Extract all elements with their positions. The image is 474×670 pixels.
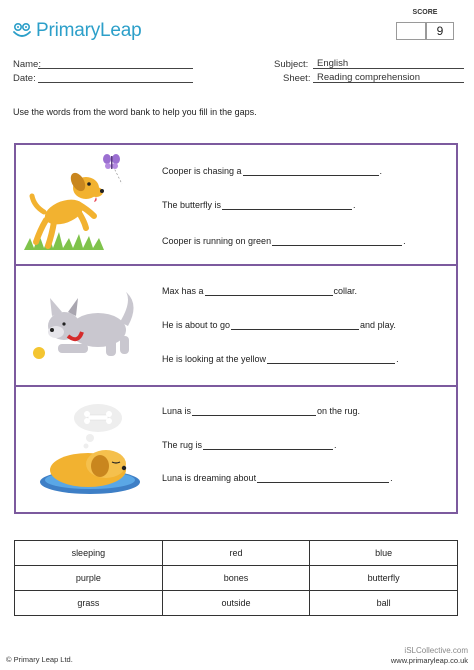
playing-dog-illustration	[28, 282, 148, 372]
date-field[interactable]	[38, 73, 193, 83]
score-box-empty	[396, 22, 426, 40]
watermark: iSLCollective.com	[404, 646, 468, 655]
word-cell: outside	[162, 591, 310, 616]
score-label: SCORE	[412, 9, 438, 16]
sentence-5: He is about to go and play.	[162, 320, 396, 330]
sentence-1: Cooper is chasing a .	[162, 166, 383, 176]
answer-blank[interactable]	[243, 166, 379, 176]
score-value: 9	[426, 22, 454, 40]
brand-logo	[12, 20, 142, 42]
table-row	[15, 541, 458, 566]
thought-bubble-icon	[74, 404, 122, 449]
sleeping-dog-illustration	[36, 400, 156, 500]
answer-blank[interactable]	[272, 236, 402, 246]
name-field[interactable]	[38, 59, 193, 69]
name-label: Name:	[13, 59, 41, 70]
word-cell: butterfly	[310, 566, 458, 591]
sentence-6: He is looking at the yellow .	[162, 354, 399, 364]
word-cell: sleeping	[15, 541, 163, 566]
table-row	[15, 591, 458, 616]
running-dog-illustration	[22, 150, 152, 260]
word-cell: bones	[162, 566, 310, 591]
table-row	[15, 566, 458, 591]
answer-blank[interactable]	[257, 473, 389, 483]
subject-field: English	[313, 59, 464, 69]
sheet-field: Reading comprehension	[313, 73, 464, 83]
date-label: Date:	[13, 73, 36, 84]
answer-blank[interactable]	[222, 200, 352, 210]
sentence-4: Max has a collar.	[162, 286, 358, 296]
panel-divider	[14, 385, 458, 387]
sheet-label: Sheet:	[283, 73, 311, 84]
word-cell: red	[162, 541, 310, 566]
ball-icon	[33, 347, 45, 359]
copyright: © Primary Leap Ltd.	[6, 655, 73, 664]
sentence-2: The butterfly is .	[162, 200, 356, 210]
answer-blank[interactable]	[231, 320, 359, 330]
word-cell: purple	[15, 566, 163, 591]
panel-divider	[14, 264, 458, 266]
brand-name: PrimaryLeap	[36, 20, 142, 41]
answer-blank[interactable]	[267, 354, 395, 364]
website-url: www.primaryleap.co.uk	[390, 656, 468, 665]
dog-icon	[32, 170, 104, 246]
sentence-7: Luna is on the rug.	[162, 406, 361, 416]
answer-blank[interactable]	[205, 286, 333, 296]
butterfly-icon	[103, 154, 122, 184]
answer-blank[interactable]	[203, 440, 333, 450]
sentence-9: Luna is dreaming about .	[162, 473, 393, 483]
dog-icon	[48, 292, 134, 356]
word-bank-table	[14, 540, 458, 616]
sentence-3: Cooper is running on green .	[162, 236, 406, 246]
answer-blank[interactable]	[192, 406, 316, 416]
sentence-8: The rug is .	[162, 440, 337, 450]
instructions: Use the words from the word bank to help you fill in the gaps.	[13, 107, 257, 117]
word-cell: ball	[310, 591, 458, 616]
frog-logo-icon	[12, 21, 32, 41]
word-cell: grass	[15, 591, 163, 616]
dog-icon	[50, 450, 126, 487]
word-cell: blue	[310, 541, 458, 566]
subject-label: Subject:	[274, 59, 309, 70]
